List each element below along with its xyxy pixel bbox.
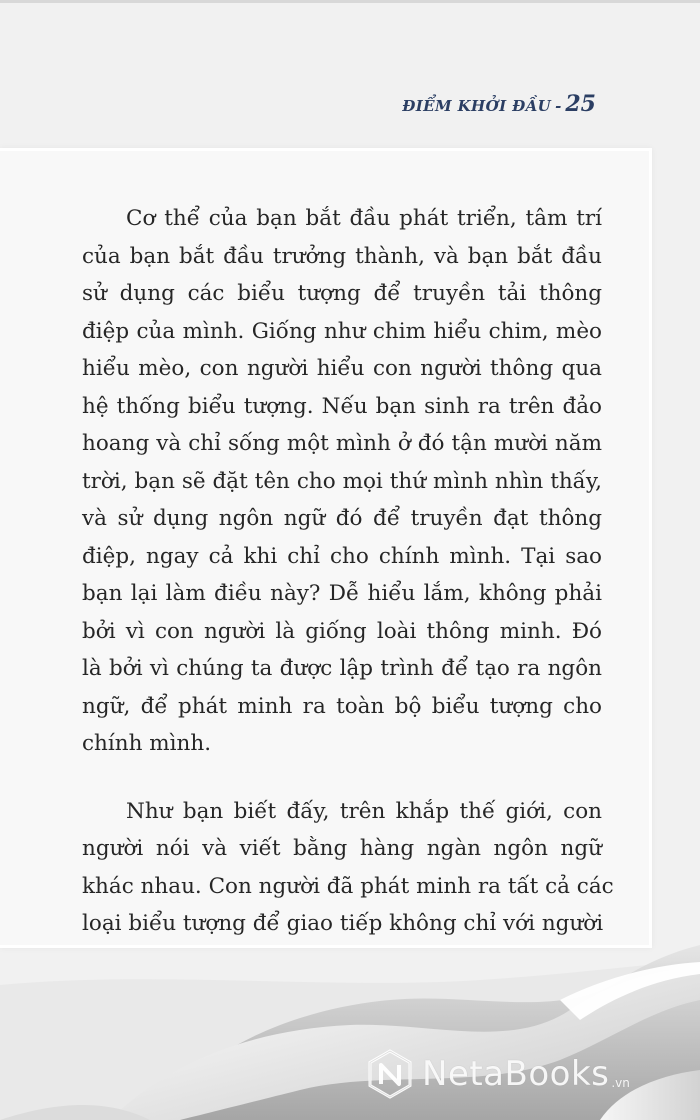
- header-separator: -: [555, 97, 562, 115]
- text-line: điệp của mình. Giống như chim hiểu chim, mèo: [82, 318, 602, 344]
- netabooks-logo-icon: [364, 1048, 416, 1100]
- text-line: và sử dụng ngôn ngữ đó để truyền đạt thông: [82, 506, 602, 531]
- text-line: trời, bạn sẽ đặt tên cho mọi thứ mình nhìn thấy,: [82, 468, 602, 494]
- page-number: 25: [565, 91, 596, 117]
- text-line: là bởi vì chúng ta được lập trình để tạo ra ngôn: [82, 656, 602, 681]
- text-line: hoang và chỉ sống một mình ở đó tận mười năm: [82, 431, 602, 456]
- text-line: người nói và viết bằng hàng ngàn ngôn ngữ: [82, 836, 602, 861]
- top-edge-rule: [0, 0, 700, 3]
- watermark-brand: NetaBooks: [422, 1054, 610, 1094]
- text-line: của bạn bắt đầu trưởng thành, và bạn bắt đầu: [82, 243, 602, 269]
- text-line: điệp, ngay cả khi chỉ cho chính mình. Tại sao: [82, 543, 602, 569]
- text-line: Cơ thể của bạn bắt đầu phát triển, tâm trí: [126, 206, 602, 231]
- text-line: chính mình.: [82, 731, 212, 756]
- body-text: [82, 200, 614, 943]
- paragraph-2: [82, 793, 614, 943]
- text-line: Như bạn biết đấy, trên khắp thế giới, con: [126, 798, 602, 824]
- watermark-suffix: .vn: [611, 1076, 630, 1090]
- chapter-title: ĐIỂM KHỞI ĐẦU: [402, 97, 552, 115]
- text-line: bởi vì con người là giống loài thông minh. Đó: [82, 618, 602, 644]
- text-line: hiểu mèo, con người hiểu con người thông qua: [82, 356, 602, 381]
- text-line: khác nhau. Con người đã phát minh ra tất cả các: [82, 873, 614, 899]
- text-line: sử dụng các biểu tượng để truyền tải thông: [82, 281, 602, 306]
- text-line: bạn lại làm điều này? Dễ hiểu lắm, không phải: [82, 581, 602, 606]
- watermark: [364, 1046, 630, 1102]
- text-line: ngữ, để phát minh ra toàn bộ biểu tượng cho: [82, 693, 602, 719]
- running-header: [402, 90, 596, 120]
- paragraph-1: [82, 200, 602, 763]
- text-line: loại biểu tượng để giao tiếp không chỉ với người: [82, 911, 604, 936]
- text-line: hệ thống biểu tượng. Nếu bạn sinh ra trên đảo: [82, 393, 602, 419]
